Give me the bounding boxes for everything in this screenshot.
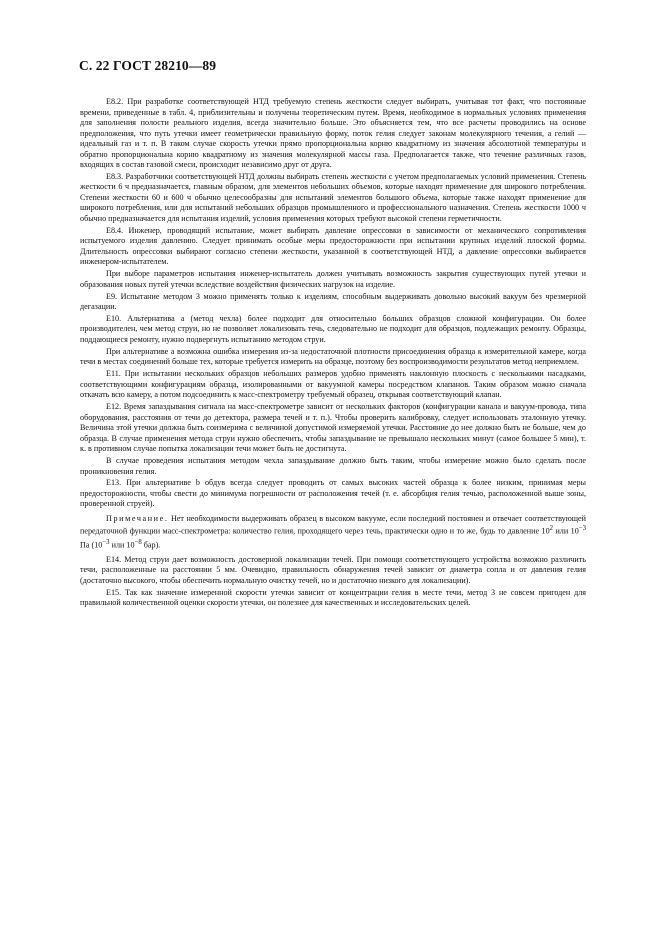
- note-text-mid-3: или 10: [109, 540, 135, 550]
- paragraph-e15: Е15. Так как значение измеренной скорости утечки зависит от концентрации гелия в месте течи, метод 3 не совсем пригоден для правильной количественной оценки скорости утечки, он полезнее для качественных и исследовательских целей.: [80, 587, 586, 608]
- note-text-after: бар).: [141, 540, 161, 550]
- paragraph-e8-2: Е8.2. При разработке соответствующей НТД требуемую степень жесткости следует выбирать, учитывая тот факт, что постоянные времени, приведенные в табл. 4, приблизительны и получены теоретическим путем. Время, необходимое в нормальных условиях применения для заполнения полости реального изделия, всегда значительно больше. Это объясняется тем, что все расчеты проводились на основе предположения, что путь утечки имеет геометрически правильную форму, поток гелия следует законам молекулярного течения, а гелий — идеальный газ и т. п. В таком случае скорость утечки прямо пропорциональна корню квадратному из значения абсолютной температуры и обратно пропорциональна корню квадратному из значения молекулярной массы газа. Предполагается также, что течение различных газов, входящих в состав газовой смеси, происходит независимо друг от друга.: [80, 97, 586, 169]
- note-sup-2: −3: [578, 525, 586, 533]
- paragraph-e10-cont: При альтернативе а возможна ошибка измерения из-за недостаточной плотности присоединения образца к измерительной камере, когда течи в местах соединений больше тех, которые требуется измерить на образце, поэтому без воспроизводимости результатов метод неприемлем.: [80, 346, 586, 367]
- paragraph-e10: Е10. Альтернатива а (метод чехла) более подходит для относительно больших образцов сложной конфигурации. Он более производителен, чем метод струи, но не позволяет локализовать течь, следовательно не подходит для образцов, подлежащих ремонту. Образцы, поддающиеся ремонту, нужно подвергнуть испытанию методом струи.: [80, 313, 586, 344]
- document-body: [80, 97, 586, 610]
- paragraph-e14: Е14. Метод струи дает возможность достоверной локализации течей. При помощи соответствующего устройства возможно различить течи, расположенные на расстоянии 5 мм. Очевидно, правильность обнаружения течей зависит от диаметра сопла и от давления гелия (достаточно высокого, чтобы обеспечить нормальную очистку течей, но и достаточно низкого для локализации).: [80, 554, 586, 585]
- paragraph-e8-4-cont: При выборе параметров испытания инженер-испытатель должен учитывать возможность закрытия существующих путей утечки и образования новых путей утечки вследствие воздействия физических нагрузок на изделие.: [80, 269, 586, 289]
- note-text-mid-1: или 10: [553, 527, 579, 537]
- paragraph-e9: Е9. Испытание методом 3 можно применять только к изделиям, способным выдерживать довольно высокий вакуум без чрезмерной дегазации.: [80, 291, 586, 312]
- page-header: С. 22 ГОСТ 28210—89: [79, 58, 217, 73]
- note-sup-1: 2: [549, 525, 554, 533]
- paragraph-e8-3: Е8.3. Разработчики соответствующей НТД должны выбирать степень жесткости с учетом предполагаемых условий применения. Степень жесткости 6 ч предназначается, главным образом, для элементов небольших объемов, которые находят применение для широкого потребления. Степени жесткости 60 и 600 ч обычно целесообразны для испытаний элементов большого объема, которые также находят применение для широкого потребления, или для испытаний небольших образцов промышленного и профессионального назначения. Степень жесткости 1000 ч обычно предназначается для испытания изделий, условия применения которых требуют высокой степени герметичности.: [80, 171, 586, 223]
- paragraph-e13: Е13. При альтернативе b обдув всегда следует проводить от самых высоких частей образца к более низким, принимая меры предосторожности, чтобы свести до минимума погрешности от расположения течей (т. е. абсорбция гелия течью, расположенной выше зоны, проверенной струей).: [80, 478, 586, 509]
- paragraph-e8-4: Е8.4. Инженер, проводящий испытание, может выбирать давление опрессовки в зависимости от механического сопротивления испытуемого изделия давлению. Следует принимать особые меры предосторожности при испытании крупных изделий плоской формы. Длительность опрессовки выбирают согласно степени жесткости, указанной в соответствующей НТД, а давление опрессовки выбирается инженером-испытателем.: [80, 225, 586, 267]
- paragraph-e11: Е11. При испытании нескольких образцов небольших размеров удобно применять наклонную плоскость с несколькими насадками, соответствующими конфигурациям образца, изолированными от вакуумной камеры посредством клапанов. Таким образом можно сначала откачать всю камеру, а потом подсоединить к масс-спектрометру требуемый образец, открывая соответствующий клапан.: [80, 369, 586, 400]
- note-sup-3: −3: [102, 538, 110, 546]
- note-label: Примечание.: [106, 513, 169, 523]
- paragraph-e12: Е12. Время запаздывания сигнала на масс-спектрометре зависит от нескольких факторов (конфигурации канала и вакуум-провода, типа оборудования, расстояния от течи до детектора, размера течей и т. п.). Чтобы проверить калибровку, следует использовать эталонную утечку. Величина этой утечки должна быть соизмерима с величиной допустимой измеряемой утечки. Расстояние до нее должно быть не больше, чем до образца. В случае применения метода струи нужно обеспечить, чтобы запаздывание не превышало нескольких минут (самое большее 5 мин), т. к. в противном случае попытка локализации течи может быть не достигнута.: [80, 402, 586, 454]
- note-sup-4: −8: [134, 538, 142, 546]
- paragraph-e12-cont: В случае проведения испытания методом чехла запаздывание должно быть таким, чтобы измерение можно было сделать после проникновения гелия.: [80, 456, 586, 476]
- note-text-before: Нет необходимости выдерживать образец в высоком вакууме, если последний постоянен и отвечает соответствующей передаточной функции масс-спектрометра: количество гелия, проходящего через течь, практически одно и то же, будь то давление 10: [80, 513, 586, 537]
- note-text-mid-2: Па (10: [80, 540, 103, 550]
- note-paragraph: [80, 514, 586, 551]
